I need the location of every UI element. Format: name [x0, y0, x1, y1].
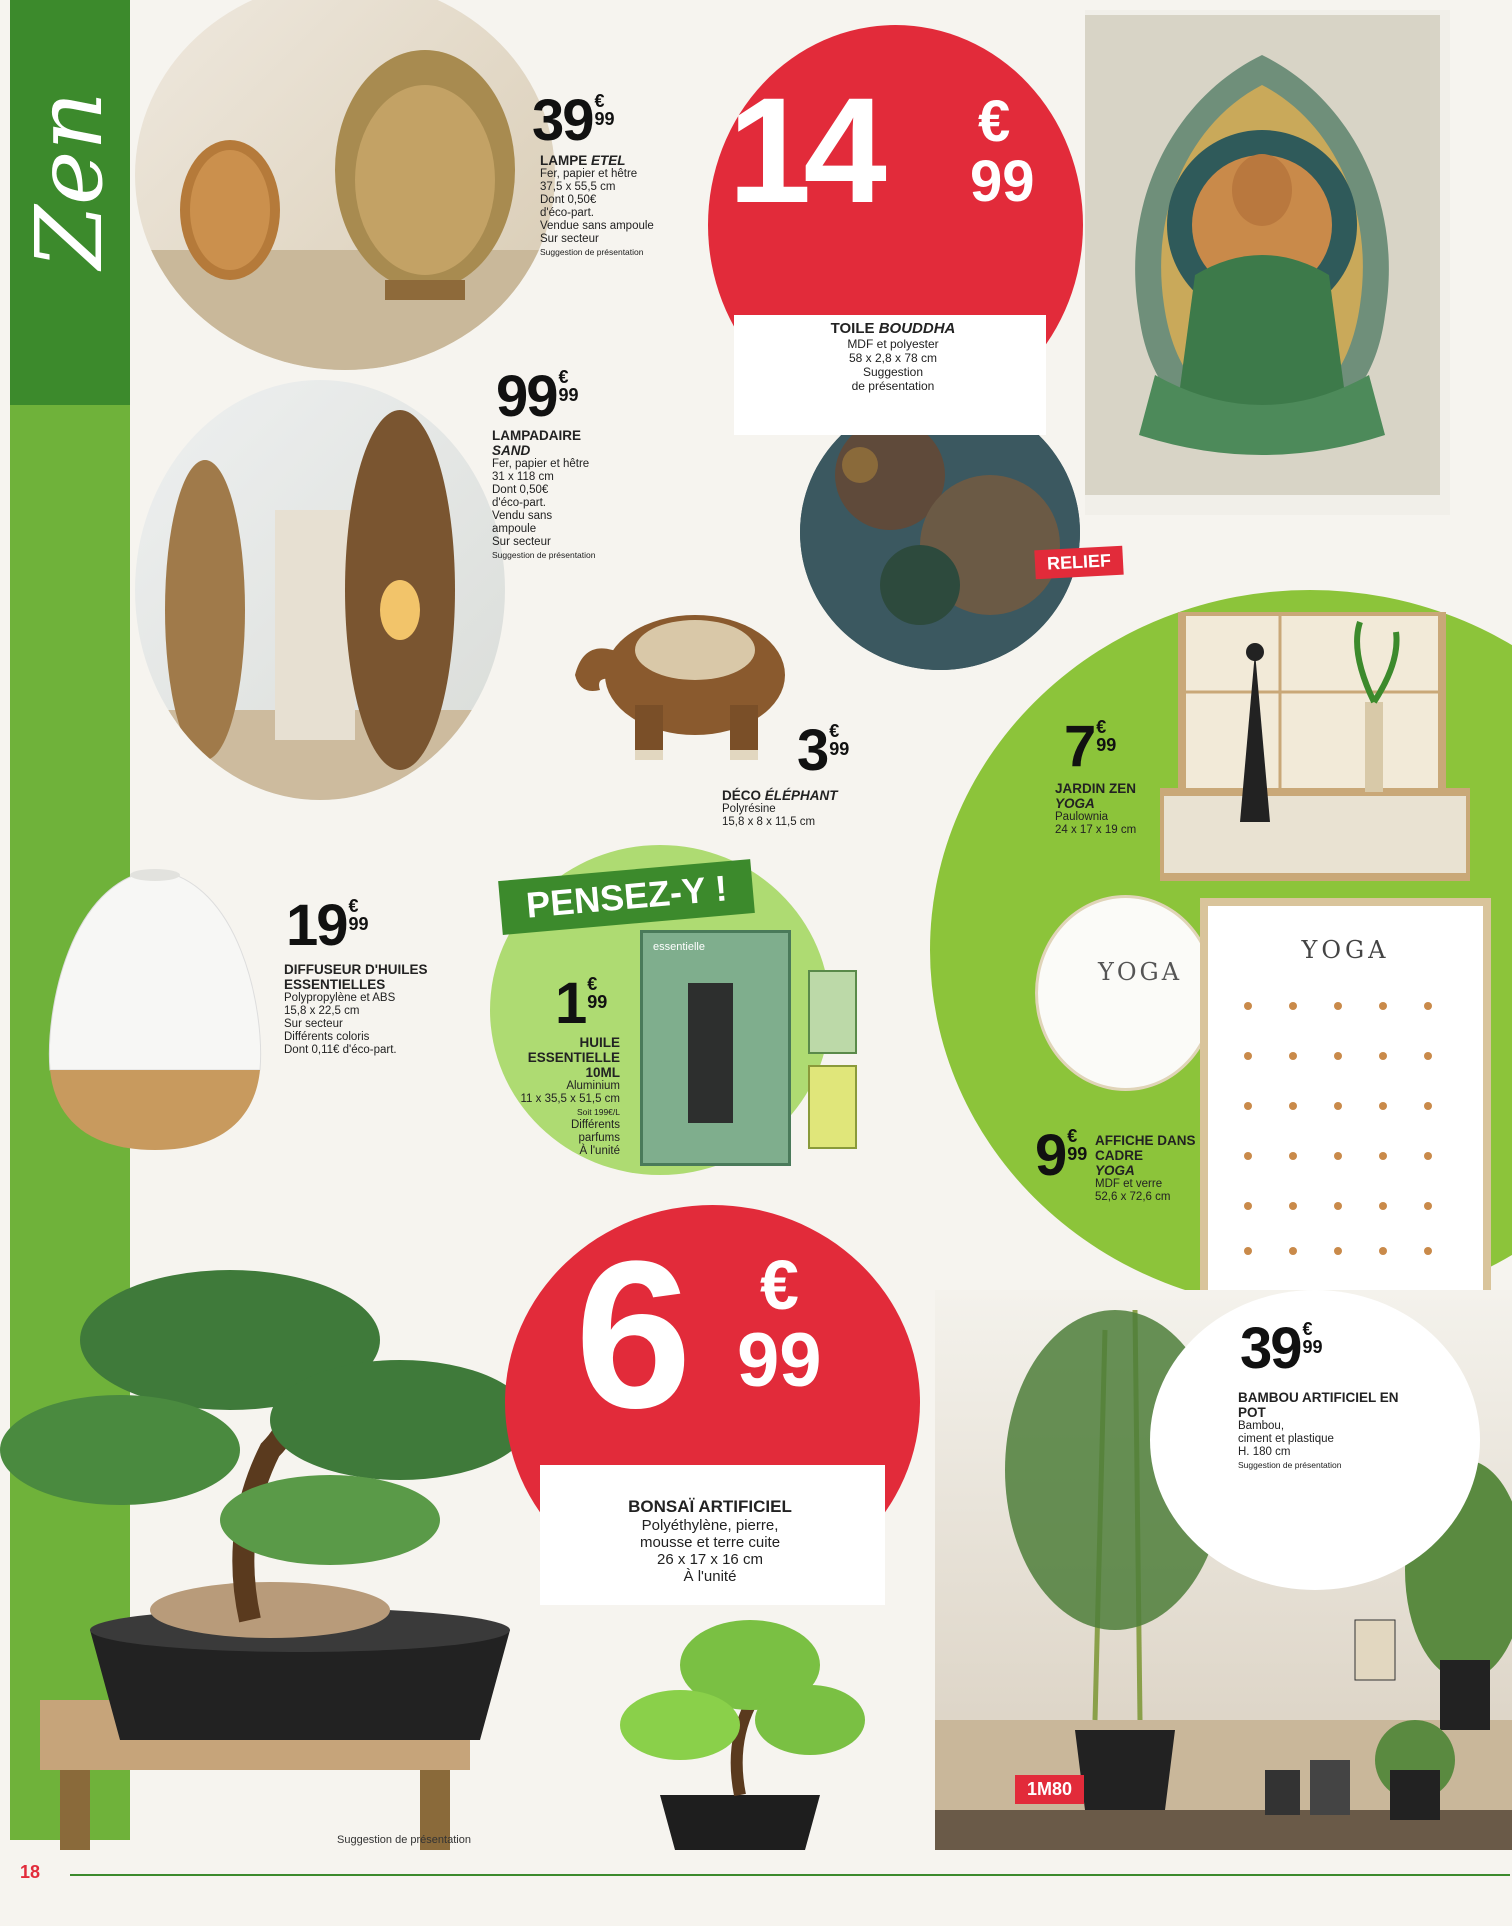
oil-mini-box-green: [808, 970, 857, 1054]
oil-description: HUILE ESSENTIELLE 10ML Aluminium 11 x 35,5 x 51,5 cm Soit 199€/L Différents parfums À l'unité: [520, 1035, 620, 1157]
yoga-poster: [1200, 898, 1491, 1299]
diffuser-price: 19 € 99: [286, 893, 369, 958]
bamboo-description: BAMBOU ARTIFICIEL EN POT Bambou, ciment et plastique H. 180 cm Suggestion de présentation: [1238, 1390, 1399, 1470]
footer-rule: [70, 1874, 1510, 1876]
elephant-description: DÉCO ÉLÉPHANT Polyrésine 15,8 x 8 x 11,5 cm: [722, 788, 838, 828]
buddha-description: TOILE BOUDDHA MDF et polyester 58 x 2,8 x 78 cm Suggestion de présentation: [830, 320, 956, 393]
height-tag: 1M80: [1015, 1775, 1084, 1804]
yoga-poster-price: 9 € 99: [1035, 1123, 1088, 1188]
pensez-y-banner: PENSEZ-Y !: [498, 859, 755, 935]
bonsai-price-badge: 6 € 99 BONSAÏ ARTIFICIEL Polyéthylène, pierre, mousse et terre cuite 26 x 17 x 16 cm À l'unité: [505, 1205, 920, 1600]
footer-note: Suggestion de présentation: [337, 1834, 471, 1846]
bamboo-price: 39 € 99: [1240, 1316, 1323, 1381]
section-title: Zen: [16, 91, 123, 269]
floor-lamp-description: LAMPADAIRE SAND Fer, papier et hêtre 31 x 118 cm Dont 0,50€ d'éco-part. Vendu sans ampoule Sur secteur Suggestion de présentation: [492, 428, 596, 560]
bonsai-photo: [0, 1230, 560, 1850]
elephant-photo: [555, 595, 805, 770]
lamp-price: 39 € 99: [532, 88, 615, 153]
diffuser-description: DIFFUSEUR D'HUILES ESSENTIELLES Polypropylène et ABS 15,8 x 22,5 cm Sur secteur Différents coloris Dont 0,11€ d'éco-part.: [284, 962, 428, 1056]
floor-lamp-photo: [135, 380, 505, 800]
relief-tag: RELIEF: [1034, 546, 1123, 580]
oil-box: [640, 930, 791, 1166]
zen-garden-price: 7 € 99: [1064, 714, 1117, 779]
yoga-poster-closeup: [1035, 895, 1216, 1091]
page-number: 18: [20, 1862, 41, 1882]
yoga-poster-title: YOGA: [1301, 936, 1390, 964]
oil-price: 1 € 99: [555, 971, 608, 1036]
yoga-poster-description: AFFICHE DANS CADRE YOGA MDF et verre 52,6 x 72,6 cm: [1095, 1133, 1196, 1203]
elephant-price: 3 € 99: [797, 718, 850, 783]
bonsai-description: BONSAÏ ARTIFICIEL Polyéthylène, pierre, mousse et terre cuite 26 x 17 x 16 cm À l'unité: [628, 1497, 792, 1585]
zen-garden-photo: [1160, 612, 1470, 882]
oil-box-label: essentielle: [653, 941, 705, 953]
lamp-description: LAMPE ETEL Fer, papier et hêtre 37,5 x 55,5 cm Dont 0,50€ d'éco-part. Vendue sans ampoule Sur secteur Suggestion de présentation: [540, 153, 654, 257]
oil-bottle: [688, 983, 733, 1123]
buddha-price-badge: 14 € 99 TOILE BOUDDHA MDF et polyester 58 x 2,8 x 78 cm Suggestion de présentation: [708, 25, 1083, 425]
diffuser-photo: [40, 860, 270, 1160]
small-bonsai-photo: [610, 1605, 870, 1855]
floor-lamp-price: 99 € 99: [496, 364, 579, 429]
lamp-photo: [135, 0, 555, 370]
oil-mini-box-yellow: [808, 1065, 857, 1149]
zen-garden-description: JARDIN ZEN YOGA Paulownia 24 x 17 x 19 cm: [1055, 781, 1137, 836]
buddha-detail-photo: [800, 395, 1080, 670]
buddha-canvas: [1085, 15, 1440, 495]
yoga-closeup-title: YOGA: [1098, 958, 1183, 986]
